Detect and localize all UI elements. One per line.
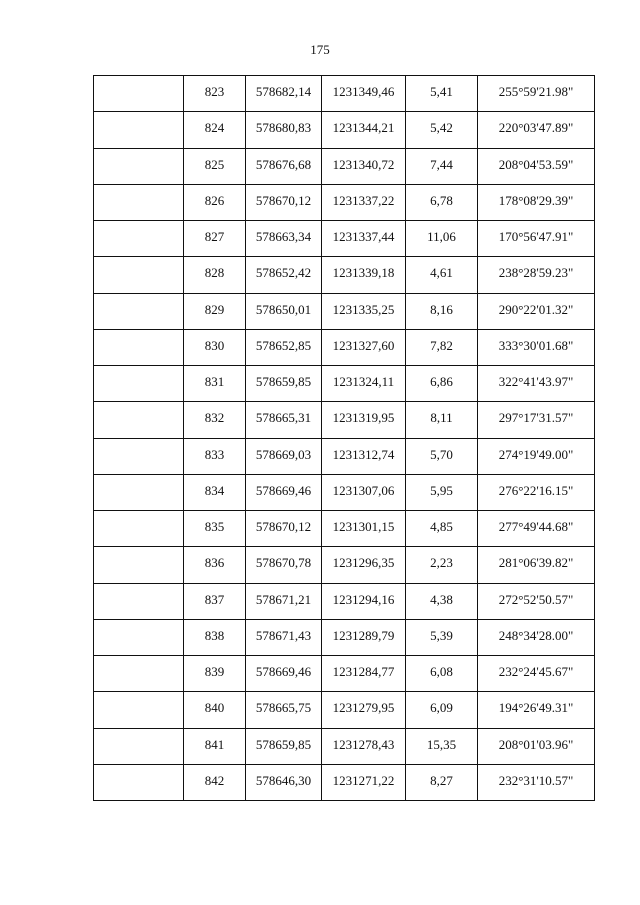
direction-angle-cell: 255°59'21.98" <box>478 76 595 112</box>
direction-angle-cell: 208°01'03.96" <box>478 728 595 764</box>
y-coordinate-cell: 1231279,95 <box>322 692 406 728</box>
empty-cell <box>94 293 184 329</box>
point-number-cell: 829 <box>184 293 246 329</box>
point-number-cell: 835 <box>184 511 246 547</box>
point-number-cell: 825 <box>184 148 246 184</box>
table-row <box>94 148 595 184</box>
point-number-cell: 837 <box>184 583 246 619</box>
point-number-cell: 823 <box>184 76 246 112</box>
empty-cell <box>94 184 184 220</box>
direction-angle-cell: 281°06'39.82" <box>478 547 595 583</box>
x-coordinate-cell: 578670,12 <box>246 511 322 547</box>
x-coordinate-cell: 578682,14 <box>246 76 322 112</box>
empty-cell <box>94 764 184 800</box>
table-row <box>94 728 595 764</box>
distance-cell: 5,39 <box>406 619 478 655</box>
table-row <box>94 438 595 474</box>
empty-cell <box>94 656 184 692</box>
x-coordinate-cell: 578669,03 <box>246 438 322 474</box>
x-coordinate-cell: 578671,21 <box>246 583 322 619</box>
y-coordinate-cell: 1231337,22 <box>322 184 406 220</box>
x-coordinate-cell: 578659,85 <box>246 728 322 764</box>
y-coordinate-cell: 1231335,25 <box>322 293 406 329</box>
point-number-cell: 842 <box>184 764 246 800</box>
point-number-cell: 833 <box>184 438 246 474</box>
direction-angle-cell: 178°08'29.39" <box>478 184 595 220</box>
direction-angle-cell: 194°26'49.31" <box>478 692 595 728</box>
x-coordinate-cell: 578671,43 <box>246 619 322 655</box>
table-row <box>94 257 595 293</box>
y-coordinate-cell: 1231344,21 <box>322 112 406 148</box>
distance-cell: 5,41 <box>406 76 478 112</box>
empty-cell <box>94 692 184 728</box>
x-coordinate-cell: 578676,68 <box>246 148 322 184</box>
table-row <box>94 293 595 329</box>
table-row <box>94 764 595 800</box>
table-row <box>94 329 595 365</box>
distance-cell: 4,61 <box>406 257 478 293</box>
y-coordinate-cell: 1231327,60 <box>322 329 406 365</box>
x-coordinate-cell: 578665,31 <box>246 402 322 438</box>
distance-cell: 11,06 <box>406 221 478 257</box>
point-number-cell: 834 <box>184 474 246 510</box>
point-number-cell: 841 <box>184 728 246 764</box>
y-coordinate-cell: 1231307,06 <box>322 474 406 510</box>
empty-cell <box>94 76 184 112</box>
point-number-cell: 830 <box>184 329 246 365</box>
table-row <box>94 402 595 438</box>
table-row <box>94 474 595 510</box>
point-number-cell: 824 <box>184 112 246 148</box>
point-number-cell: 836 <box>184 547 246 583</box>
y-coordinate-cell: 1231278,43 <box>322 728 406 764</box>
direction-angle-cell: 232°24'45.67" <box>478 656 595 692</box>
coordinates-table <box>93 75 595 801</box>
empty-cell <box>94 547 184 583</box>
y-coordinate-cell: 1231296,35 <box>322 547 406 583</box>
table-row <box>94 656 595 692</box>
distance-cell: 5,95 <box>406 474 478 510</box>
distance-cell: 6,09 <box>406 692 478 728</box>
empty-cell <box>94 474 184 510</box>
direction-angle-cell: 333°30'01.68" <box>478 329 595 365</box>
distance-cell: 15,35 <box>406 728 478 764</box>
direction-angle-cell: 322°41'43.97" <box>478 366 595 402</box>
point-number-cell: 839 <box>184 656 246 692</box>
empty-cell <box>94 221 184 257</box>
direction-angle-cell: 290°22'01.32" <box>478 293 595 329</box>
point-number-cell: 827 <box>184 221 246 257</box>
x-coordinate-cell: 578652,42 <box>246 257 322 293</box>
empty-cell <box>94 112 184 148</box>
point-number-cell: 826 <box>184 184 246 220</box>
x-coordinate-cell: 578650,01 <box>246 293 322 329</box>
table-row <box>94 366 595 402</box>
y-coordinate-cell: 1231284,77 <box>322 656 406 692</box>
empty-cell <box>94 329 184 365</box>
y-coordinate-cell: 1231312,74 <box>322 438 406 474</box>
x-coordinate-cell: 578646,30 <box>246 764 322 800</box>
direction-angle-cell: 248°34'28.00" <box>478 619 595 655</box>
point-number-cell: 831 <box>184 366 246 402</box>
x-coordinate-cell: 578669,46 <box>246 474 322 510</box>
direction-angle-cell: 220°03'47.89" <box>478 112 595 148</box>
table-row <box>94 76 595 112</box>
direction-angle-cell: 297°17'31.57" <box>478 402 595 438</box>
y-coordinate-cell: 1231289,79 <box>322 619 406 655</box>
table-row <box>94 547 595 583</box>
x-coordinate-cell: 578663,34 <box>246 221 322 257</box>
distance-cell: 7,82 <box>406 329 478 365</box>
point-number-cell: 832 <box>184 402 246 438</box>
point-number-cell: 840 <box>184 692 246 728</box>
table-row <box>94 619 595 655</box>
distance-cell: 6,86 <box>406 366 478 402</box>
direction-angle-cell: 208°04'53.59" <box>478 148 595 184</box>
y-coordinate-cell: 1231294,16 <box>322 583 406 619</box>
direction-angle-cell: 232°31'10.57" <box>478 764 595 800</box>
y-coordinate-cell: 1231339,18 <box>322 257 406 293</box>
x-coordinate-cell: 578659,85 <box>246 366 322 402</box>
y-coordinate-cell: 1231337,44 <box>322 221 406 257</box>
direction-angle-cell: 276°22'16.15" <box>478 474 595 510</box>
distance-cell: 5,42 <box>406 112 478 148</box>
distance-cell: 5,70 <box>406 438 478 474</box>
y-coordinate-cell: 1231349,46 <box>322 76 406 112</box>
table-row <box>94 184 595 220</box>
direction-angle-cell: 277°49'44.68" <box>478 511 595 547</box>
y-coordinate-cell: 1231301,15 <box>322 511 406 547</box>
empty-cell <box>94 511 184 547</box>
empty-cell <box>94 583 184 619</box>
empty-cell <box>94 257 184 293</box>
table-row <box>94 511 595 547</box>
distance-cell: 6,78 <box>406 184 478 220</box>
y-coordinate-cell: 1231319,95 <box>322 402 406 438</box>
x-coordinate-cell: 578665,75 <box>246 692 322 728</box>
point-number-cell: 838 <box>184 619 246 655</box>
y-coordinate-cell: 1231324,11 <box>322 366 406 402</box>
table-row <box>94 692 595 728</box>
distance-cell: 8,11 <box>406 402 478 438</box>
table-row <box>94 221 595 257</box>
distance-cell: 8,27 <box>406 764 478 800</box>
y-coordinate-cell: 1231271,22 <box>322 764 406 800</box>
direction-angle-cell: 274°19'49.00" <box>478 438 595 474</box>
table-row <box>94 583 595 619</box>
distance-cell: 4,85 <box>406 511 478 547</box>
x-coordinate-cell: 578669,46 <box>246 656 322 692</box>
empty-cell <box>94 148 184 184</box>
point-number-cell: 828 <box>184 257 246 293</box>
distance-cell: 4,38 <box>406 583 478 619</box>
empty-cell <box>94 402 184 438</box>
empty-cell <box>94 619 184 655</box>
coordinates-table-body <box>94 76 595 801</box>
y-coordinate-cell: 1231340,72 <box>322 148 406 184</box>
direction-angle-cell: 272°52'50.57" <box>478 583 595 619</box>
empty-cell <box>94 728 184 764</box>
page-number: 175 <box>310 42 330 57</box>
direction-angle-cell: 170°56'47.91" <box>478 221 595 257</box>
distance-cell: 7,44 <box>406 148 478 184</box>
table-row <box>94 112 595 148</box>
direction-angle-cell: 238°28'59.23" <box>478 257 595 293</box>
distance-cell: 8,16 <box>406 293 478 329</box>
distance-cell: 2,23 <box>406 547 478 583</box>
x-coordinate-cell: 578652,85 <box>246 329 322 365</box>
distance-cell: 6,08 <box>406 656 478 692</box>
x-coordinate-cell: 578670,12 <box>246 184 322 220</box>
x-coordinate-cell: 578680,83 <box>246 112 322 148</box>
x-coordinate-cell: 578670,78 <box>246 547 322 583</box>
empty-cell <box>94 366 184 402</box>
empty-cell <box>94 438 184 474</box>
